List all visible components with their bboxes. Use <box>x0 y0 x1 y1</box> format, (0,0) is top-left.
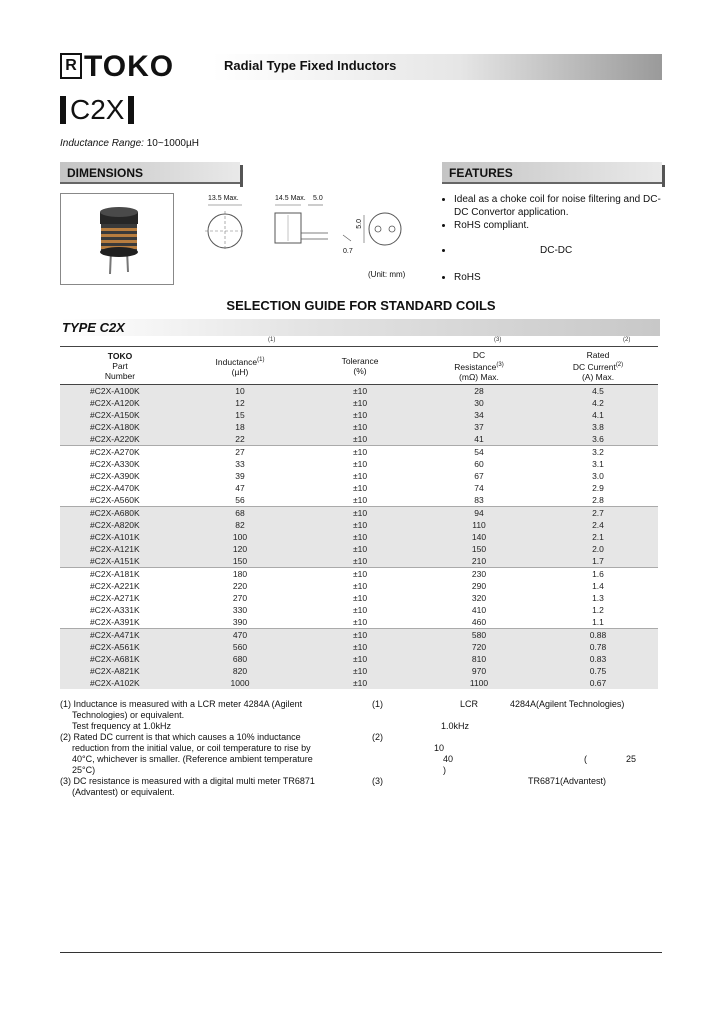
cell-tolerance: ±10 <box>300 567 420 580</box>
cell-rated-current: 1.4 <box>592 580 604 591</box>
toko-logo-text: TOKO <box>84 50 175 83</box>
dim-lead-diameter: 0.7 <box>343 248 353 255</box>
table-row <box>60 665 658 677</box>
jp-note-1-num: (1) <box>372 699 383 709</box>
cell-part-number: #C2X-A151K <box>60 555 180 568</box>
footer-rule <box>60 952 662 953</box>
inductance-range-value: 10~1000µH <box>146 138 199 149</box>
cell-tolerance: ±10 <box>352 604 368 615</box>
series-name: C2X <box>70 94 125 125</box>
cell-tolerance: ±10 <box>300 555 420 568</box>
cell-inductance: 82 <box>180 519 300 531</box>
cell-dc-resistance: 110 <box>420 519 538 531</box>
cell-tolerance: ±10 <box>300 519 420 531</box>
cell-part-number: #C2X-A470K <box>90 482 140 493</box>
dimensions-header <box>60 162 240 184</box>
table-row <box>60 543 658 555</box>
cell-dc-resistance: 60 <box>474 458 484 469</box>
cell-inductance: 39 <box>235 470 245 481</box>
cell-rated-current: 2.0 <box>538 543 658 555</box>
table-row <box>60 567 658 580</box>
cell-rated-current: 2.8 <box>592 494 604 505</box>
jp-note-2-b: 40 <box>443 754 454 764</box>
table-row <box>60 482 658 494</box>
dim-diameter: 13.5 Max. <box>208 195 239 202</box>
selection-table <box>60 346 658 689</box>
cell-dc-resistance: 720 <box>420 641 538 653</box>
cell-inductance: 56 <box>235 494 245 505</box>
cell-tolerance: ±10 <box>300 397 420 409</box>
cell-rated-current: 3.0 <box>592 470 604 481</box>
cell-tolerance: ±10 <box>300 433 420 446</box>
cell-dc-resistance: 140 <box>420 531 538 543</box>
table-row <box>60 677 658 689</box>
table-row <box>60 433 658 446</box>
cell-inductance: 470 <box>180 628 300 641</box>
cell-rated-current: 3.2 <box>538 445 658 458</box>
cell-part-number: #C2X-A270K <box>60 445 180 458</box>
note-2: (2) Rated DC current is that which causes a 10% inductance reduction from the initial value, or coil temperature to rise by 40°C, whichever is smaller. (Reference ambient temperature 25°C) <box>60 732 313 775</box>
cell-part-number: #C2X-A471K <box>60 628 180 641</box>
table-row <box>60 421 658 433</box>
cell-inductance: 27 <box>180 445 300 458</box>
cell-inductance: 12 <box>180 397 300 409</box>
jp-note-2-d: 25 <box>626 754 637 764</box>
cell-dc-resistance: 54 <box>420 445 538 458</box>
header-tolerance: Tolerance (%) <box>300 347 420 385</box>
features-list <box>442 193 662 284</box>
col-note-3: (3) <box>494 337 502 343</box>
cell-dc-resistance: 67 <box>474 470 484 481</box>
dim-height: 14.5 Max. <box>275 195 306 202</box>
table-row <box>60 397 658 409</box>
cell-dc-resistance: 94 <box>420 506 538 519</box>
table-row <box>60 384 658 397</box>
cell-inductance: 68 <box>180 506 300 519</box>
cell-rated-current: 1.2 <box>592 604 604 615</box>
cell-inductance: 22 <box>180 433 300 446</box>
inductor-image <box>61 194 173 284</box>
cell-dc-resistance: 34 <box>420 409 538 421</box>
table-row <box>60 592 658 604</box>
table-row <box>60 470 658 482</box>
notes-english <box>60 699 332 798</box>
cell-tolerance: ±10 <box>352 580 368 591</box>
jp-note-2-e: ) <box>443 765 446 775</box>
cell-inductance: 680 <box>180 653 300 665</box>
jp-note-2-num: (2) <box>372 732 383 742</box>
cell-rated-current: 2.7 <box>538 506 658 519</box>
cell-part-number: #C2X-A221K <box>90 580 140 591</box>
feature-item-jp-1: • DC-DC <box>454 244 662 257</box>
col-note-1: (1) <box>268 337 276 343</box>
table-header-row <box>60 347 658 385</box>
page-title: Radial Type Fixed Inductors <box>224 58 397 73</box>
note-1: (1) Inductance is measured with a LCR meter 4284A (Agilent Technologies) or equivalent. <box>60 699 303 720</box>
cell-rated-current: 3.6 <box>538 433 658 446</box>
dim-unit: (Unit: mm) <box>368 270 406 279</box>
cell-part-number: #C2X-A681K <box>60 653 180 665</box>
cell-inductance: 560 <box>180 641 300 653</box>
cell-dc-resistance: 30 <box>420 397 538 409</box>
dimensions-drawing <box>178 193 420 285</box>
table-row <box>60 555 658 568</box>
cell-tolerance: ±10 <box>300 409 420 421</box>
cell-part-number: #C2X-A100K <box>60 384 180 397</box>
cell-tolerance: ±10 <box>352 458 368 469</box>
cell-dc-resistance: 460 <box>471 616 487 627</box>
cell-inductance: 330 <box>232 604 248 615</box>
cell-tolerance: ±10 <box>300 445 420 458</box>
cell-dc-resistance: 41 <box>420 433 538 446</box>
type-label: TYPE C2X <box>60 319 660 336</box>
product-photo <box>60 193 174 285</box>
cell-part-number: #C2X-A821K <box>60 665 180 677</box>
cell-dc-resistance: 290 <box>471 580 487 591</box>
table-row <box>60 445 658 458</box>
cell-inductance: 390 <box>232 616 248 627</box>
table-row <box>60 531 658 543</box>
cell-inductance: 15 <box>180 409 300 421</box>
cell-part-number: #C2X-A680K <box>60 506 180 519</box>
cell-part-number: #C2X-A271K <box>90 592 140 603</box>
inductance-range <box>60 138 199 149</box>
cell-rated-current: 1.3 <box>592 592 604 603</box>
dimensions-title: DIMENSIONS <box>60 162 240 184</box>
feature-item-jp-2: • RoHS <box>454 271 662 284</box>
note-1-frequency: Test frequency at 1.0kHz <box>72 721 172 731</box>
dim-pitch: 5.0 <box>356 219 363 229</box>
cell-part-number: #C2X-A150K <box>60 409 180 421</box>
cell-rated-current: 1.6 <box>538 567 658 580</box>
table-row <box>60 506 658 519</box>
cell-inductance: 220 <box>232 580 248 591</box>
header-dc-resistance: DC Resistance$^{(3)}$ (mΩ) Max. <box>420 347 538 385</box>
cell-inductance: 820 <box>180 665 300 677</box>
cell-part-number: #C2X-A820K <box>60 519 180 531</box>
cell-tolerance: ±10 <box>352 616 368 627</box>
title-bar <box>212 54 662 80</box>
jp-note-3-meter: TR6871(Advantest) <box>528 776 607 786</box>
cell-dc-resistance: 210 <box>420 555 538 568</box>
jp-note-1-freq: 1.0kHz <box>441 721 470 731</box>
cell-tolerance: ±10 <box>352 592 368 603</box>
cell-part-number: #C2X-A121K <box>60 543 180 555</box>
cell-rated-current: 2.4 <box>538 519 658 531</box>
table-body <box>60 384 658 689</box>
toko-logo-mark: R <box>60 53 82 79</box>
cell-tolerance: ±10 <box>300 531 420 543</box>
jp-note-1-lcr: LCR <box>460 699 479 709</box>
cell-tolerance: ±10 <box>300 384 420 397</box>
cell-dc-resistance: 150 <box>420 543 538 555</box>
cell-tolerance: ±10 <box>300 665 420 677</box>
cell-rated-current: 1.7 <box>538 555 658 568</box>
cell-part-number: #C2X-A101K <box>60 531 180 543</box>
cell-inductance: 1000 <box>180 677 300 689</box>
cell-part-number: #C2X-A180K <box>60 421 180 433</box>
selection-guide-title: SELECTION GUIDE FOR STANDARD COILS <box>226 298 496 313</box>
table-row <box>60 604 658 616</box>
series-name-block <box>60 95 134 125</box>
cell-inductance: 150 <box>180 555 300 568</box>
cell-dc-resistance: 810 <box>420 653 538 665</box>
dim-lead-length: 5.0 <box>313 195 323 202</box>
cell-dc-resistance: 580 <box>420 628 538 641</box>
header-rated-current: Rated DC Current$^{(2)}$ (A) Max. <box>538 347 658 385</box>
cell-rated-current: 4.5 <box>538 384 658 397</box>
cell-dc-resistance: 28 <box>420 384 538 397</box>
cell-rated-current: 2.1 <box>538 531 658 543</box>
cell-tolerance: ±10 <box>300 628 420 641</box>
table-row <box>60 580 658 592</box>
table-row <box>60 519 658 531</box>
inductance-range-label: Inductance Range: <box>60 138 144 149</box>
table-row <box>60 458 658 470</box>
header-part-number: TOKO Part Number <box>60 347 180 385</box>
table-row <box>60 616 658 629</box>
feature-item-1: • Ideal as a choke coil for noise filtering and DC-DC Convertor application. <box>454 193 662 219</box>
cell-rated-current: 0.78 <box>538 641 658 653</box>
cell-part-number: #C2X-A330K <box>90 458 140 469</box>
jp-note-1-meter: 4284A(Agilent Technologies) <box>510 699 625 709</box>
feature-item-2: • RoHS compliant. <box>454 219 662 232</box>
cell-tolerance: ±10 <box>300 543 420 555</box>
cell-dc-resistance: 230 <box>420 567 538 580</box>
table-row <box>60 641 658 653</box>
cell-dc-resistance: 1100 <box>420 677 538 689</box>
cell-dc-resistance: 83 <box>474 494 484 505</box>
header-inductance: Inductance$^{(1)}$ (µH) <box>180 347 300 385</box>
cell-part-number: #C2X-A560K <box>90 494 140 505</box>
cell-part-number: #C2X-A120K <box>60 397 180 409</box>
table-row <box>60 653 658 665</box>
cell-dc-resistance: 37 <box>420 421 538 433</box>
cell-rated-current: 2.9 <box>592 482 604 493</box>
cell-rated-current: 3.8 <box>538 421 658 433</box>
cell-part-number: #C2X-A181K <box>60 567 180 580</box>
cell-inductance: 100 <box>180 531 300 543</box>
cell-tolerance: ±10 <box>300 677 420 689</box>
jp-note-3-num: (3) <box>372 776 383 786</box>
cell-rated-current: 0.67 <box>538 677 658 689</box>
cell-rated-current: 4.2 <box>538 397 658 409</box>
cell-tolerance: ±10 <box>300 653 420 665</box>
series-right-bar <box>128 96 134 124</box>
cell-rated-current: 1.1 <box>592 616 604 627</box>
cell-dc-resistance: 320 <box>471 592 487 603</box>
cell-dc-resistance: 970 <box>420 665 538 677</box>
cell-tolerance: ±10 <box>300 421 420 433</box>
cell-dc-resistance: 74 <box>474 482 484 493</box>
cell-inductance: 10 <box>180 384 300 397</box>
cell-dc-resistance: 410 <box>471 604 487 615</box>
cell-tolerance: ±10 <box>352 470 368 481</box>
cell-rated-current: 3.1 <box>592 458 604 469</box>
cell-tolerance: ±10 <box>300 641 420 653</box>
cell-part-number: #C2X-A102K <box>60 677 180 689</box>
jp-note-2-a: 10 <box>434 743 445 753</box>
cell-inductance: 120 <box>180 543 300 555</box>
cell-tolerance: ±10 <box>352 494 368 505</box>
features-title: FEATURES <box>442 162 662 184</box>
col-note-2: (2) <box>623 337 631 343</box>
cell-inductance: 33 <box>235 458 245 469</box>
table-row <box>60 409 658 421</box>
table-row <box>60 494 658 507</box>
column-note-row <box>60 337 658 346</box>
features-header <box>442 162 662 184</box>
cell-part-number: #C2X-A561K <box>60 641 180 653</box>
note-3: (3) DC resistance is measured with a digital multi meter TR6871 (Advantest) or equivalent. <box>60 776 315 797</box>
cell-tolerance: ±10 <box>352 482 368 493</box>
cell-part-number: #C2X-A390K <box>90 470 140 481</box>
cell-part-number: #C2X-A331K <box>90 604 140 615</box>
cell-part-number: #C2X-A391K <box>90 616 140 627</box>
cell-rated-current: 0.88 <box>538 628 658 641</box>
jp-note-2-c: ( <box>584 754 587 764</box>
cell-part-number: #C2X-A220K <box>60 433 180 446</box>
cell-inductance: 18 <box>180 421 300 433</box>
cell-inductance: 180 <box>180 567 300 580</box>
cell-inductance: 47 <box>235 482 245 493</box>
cell-rated-current: 0.83 <box>538 653 658 665</box>
cell-tolerance: ±10 <box>300 506 420 519</box>
table-row <box>60 628 658 641</box>
cell-rated-current: 4.1 <box>538 409 658 421</box>
cell-rated-current: 0.75 <box>538 665 658 677</box>
cell-inductance: 270 <box>232 592 248 603</box>
